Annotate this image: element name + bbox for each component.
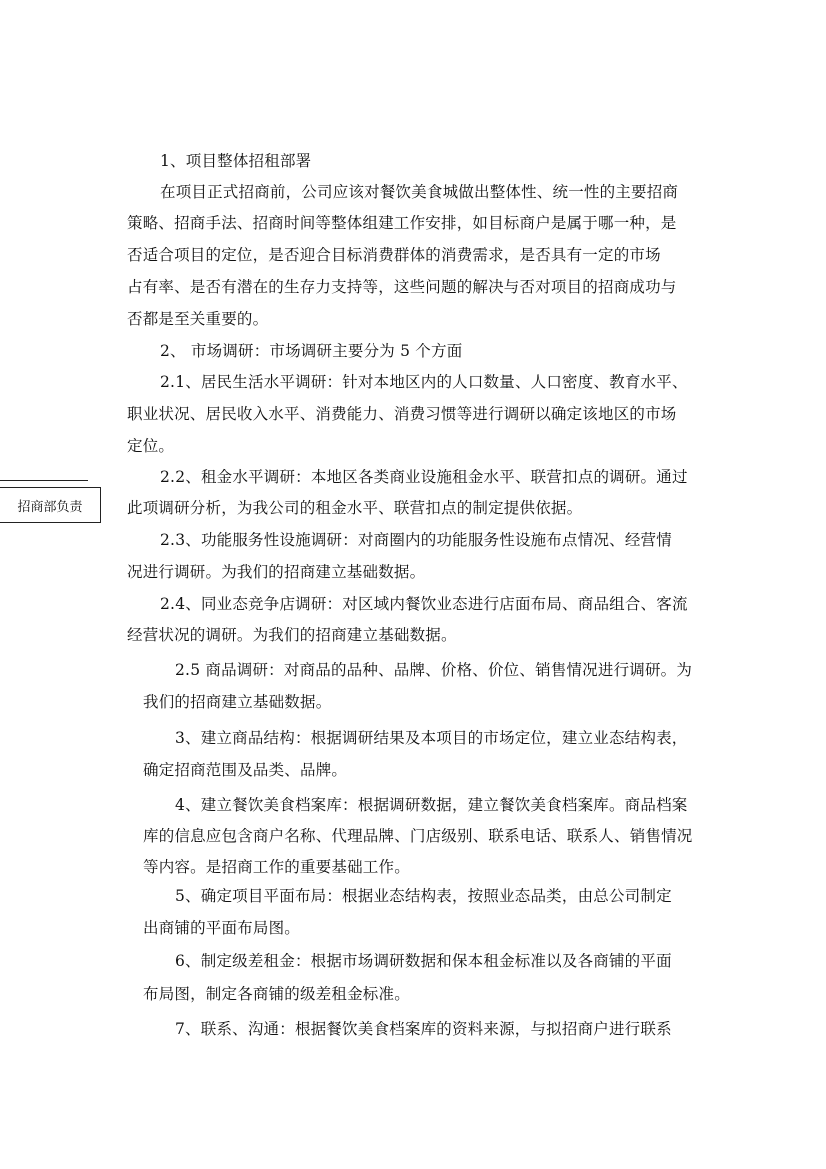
margin-note-text: 招商部负责 bbox=[17, 499, 83, 515]
paragraph-line: 2.5 商品调研：对商品的品种、品牌、价格、价位、销售情况进行调研。为 bbox=[175, 661, 693, 679]
paragraph-line: 在项目正式招商前，公司应该对餐饮美食城做出整体性、统一性的主要招商 bbox=[160, 183, 679, 201]
margin-note-box bbox=[0, 487, 101, 523]
paragraph-line: 6、制定级差租金：根据市场调研数据和保本租金标准以及各商铺的平面 bbox=[175, 952, 672, 970]
paragraph-line: 定位。 bbox=[127, 437, 175, 455]
paragraph-line: 我们的招商建立基础数据。 bbox=[143, 693, 332, 711]
paragraph-line: 否都是至关重要的。 bbox=[127, 310, 269, 328]
section-heading: 2、 市场调研：市场调研主要分为 5 个方面 bbox=[160, 342, 463, 360]
paragraph-line: 布局图，制定各商铺的级差租金标准。 bbox=[143, 985, 410, 1003]
paragraph-line: 况进行调研。为我们的招商建立基础数据。 bbox=[127, 563, 426, 581]
section-heading: 1、项目整体招租部署 bbox=[160, 152, 312, 170]
paragraph-line: 2.2、租金水平调研：本地区各类商业设施租金水平、联营扣点的调研。通过 bbox=[160, 468, 688, 486]
margin-note-divider bbox=[0, 480, 88, 481]
paragraph-line: 等内容。是招商工作的重要基础工作。 bbox=[143, 858, 410, 876]
paragraph-line: 职业状况、居民收入水平、消费能力、消费习惯等进行调研以确定该地区的市场 bbox=[127, 405, 677, 423]
paragraph-line: 此项调研分析，为我公司的租金水平、联营扣点的制定提供依据。 bbox=[127, 499, 583, 517]
paragraph-line: 出商铺的平面布局图。 bbox=[143, 919, 301, 937]
paragraph-line: 2.1、居民生活水平调研：针对本地区内的人口数量、人口密度、教育水平、 bbox=[160, 373, 688, 391]
paragraph-line: 策略、招商手法、招商时间等整体组建工作安排，如目标商户是属于哪一种，是 bbox=[127, 214, 677, 232]
paragraph-line: 2.3、功能服务性设施调研：对商圈内的功能服务性设施布点情况、经营情 bbox=[160, 531, 672, 549]
paragraph-line: 否适合项目的定位，是否迎合目标消费群体的消费需求，是否具有一定的市场 bbox=[127, 246, 661, 264]
paragraph-line: 3、建立商品结构：根据调研结果及本项目的市场定位，建立业态结构表， bbox=[175, 729, 688, 747]
paragraph-line: 占有率、是否有潜在的生存力支持等，这些问题的解决与否对项目的招商成功与 bbox=[127, 278, 677, 296]
paragraph-line: 库的信息应包含商户名称、代理品牌、门店级别、联系电话、联系人、销售情况 bbox=[143, 827, 693, 845]
paragraph-line: 7、联系、沟通：根据餐饮美食档案库的资料来源，与拟招商户进行联系 bbox=[175, 1020, 672, 1038]
paragraph-line: 5、确定项目平面布局：根据业态结构表，按照业态品类，由总公司制定 bbox=[175, 887, 672, 905]
paragraph-line: 确定招商范围及品类、品牌。 bbox=[143, 761, 348, 779]
paragraph-line: 2.4、同业态竞争店调研：对区域内餐饮业态进行店面布局、商品组合、客流 bbox=[160, 595, 688, 613]
paragraph-line: 经营状况的调研。为我们的招商建立基础数据。 bbox=[127, 626, 457, 644]
paragraph-line: 4、建立餐饮美食档案库：根据调研数据，建立餐饮美食档案库。商品档案 bbox=[175, 796, 688, 814]
